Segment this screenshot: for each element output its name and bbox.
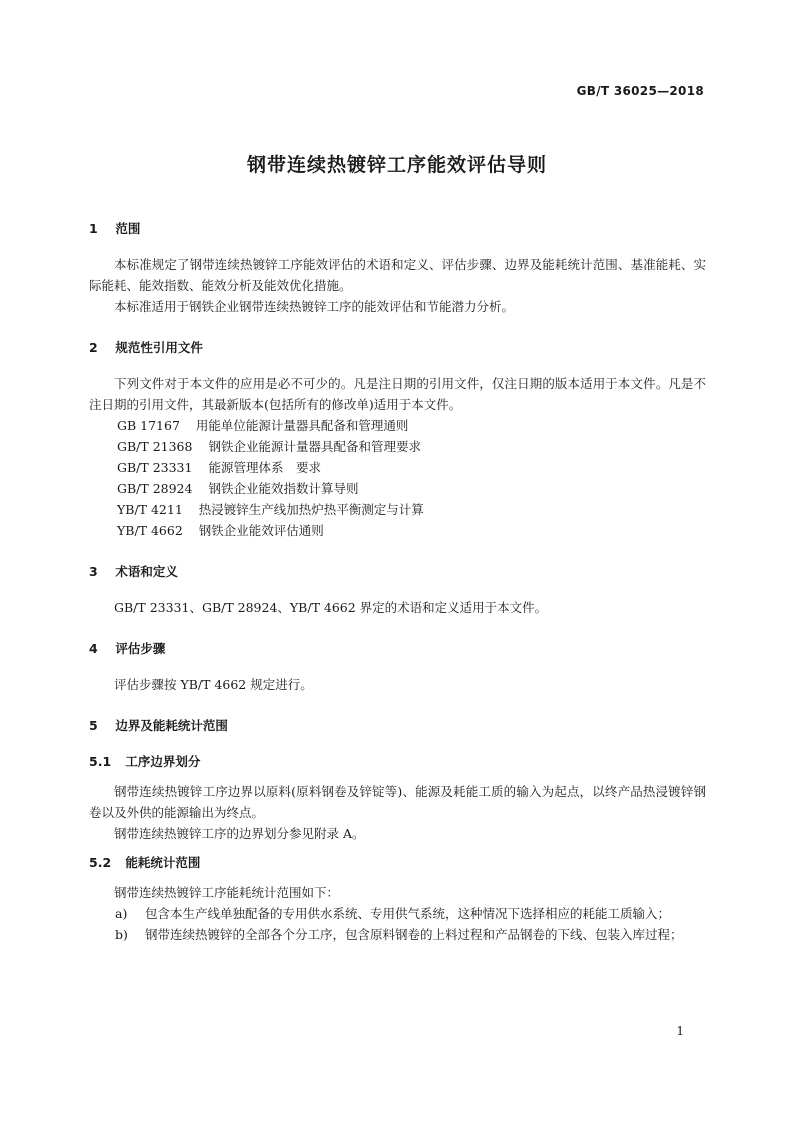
reference-title: 热浸镀锌生产线加热炉热平衡测定与计算 <box>198 502 424 517</box>
section-3-para: GB/T 23331、GB/T 28924、YB/T 4662 界定的术语和定义适用于本文件。 <box>114 600 548 615</box>
page-number: 1 <box>676 1024 684 1038</box>
reference-code: GB/T 28924 <box>117 481 193 496</box>
reference-code: GB 17167 <box>117 418 180 433</box>
section-number: 2 <box>89 340 98 355</box>
section-4-para: 评估步骤按 YB/T 4662 规定进行。 <box>114 677 313 692</box>
section-2-heading <box>89 337 706 359</box>
section-title: 评估步骤 <box>115 641 166 656</box>
section-5-heading <box>89 715 706 737</box>
subsection-5-1-para-1: 钢带连续热镀锌工序边界以原料(原料钢卷及锌锭等)、能源及耗能工质的输入为起点，以终产品热浸镀锌钢卷以及外供的能源输出为终点。 <box>89 784 706 820</box>
reference-code: YB/T 4211 <box>117 502 183 517</box>
section-1-heading <box>89 218 706 240</box>
section-number: 1 <box>89 221 98 236</box>
reference-title: 钢铁企业能效指数计算导则 <box>208 481 359 496</box>
reference-title: 钢铁企业能效评估通则 <box>198 523 324 538</box>
subsection-title: 工序边界划分 <box>125 754 201 769</box>
section-number: 3 <box>89 564 98 579</box>
list-marker: a) <box>115 906 128 921</box>
section-title: 术语和定义 <box>115 564 178 579</box>
subsection-5-1-para-2: 钢带连续热镀锌工序的边界划分参见附录 A。 <box>114 826 365 841</box>
reference-code: GB/T 21368 <box>117 439 193 454</box>
reference-title: 钢铁企业能源计量器具配备和管理要求 <box>208 439 421 454</box>
subsection-5-2-heading <box>89 852 706 874</box>
reference-code: GB/T 23331 <box>117 460 193 475</box>
reference-code: YB/T 4662 <box>117 523 183 538</box>
section-number: 5 <box>89 718 98 733</box>
subsection-number: 5.2 <box>89 855 112 870</box>
reference-item <box>117 415 706 436</box>
reference-item <box>117 520 706 541</box>
section-3-heading <box>89 561 706 583</box>
section-1-para-2: 本标准适用于钢铁企业钢带连续热镀锌工序的能效评估和节能潜力分析。 <box>114 299 515 314</box>
document-body <box>89 218 706 945</box>
reference-item <box>117 499 706 520</box>
section-title: 规范性引用文件 <box>115 340 203 355</box>
section-2-intro: 下列文件对于本文件的应用是必不可少的。凡是注日期的引用文件，仅注日期的版本适用于本文件。凡是不注日期的引用文件，其最新版本(包括所有的修改单)适用于本文件。 <box>89 376 706 412</box>
list-text: 包含本生产线单独配备的专用供水系统、专用供气系统，这种情况下选择相应的耗能工质输入； <box>145 906 671 921</box>
list-text: 钢带连续热镀锌的全部各个分工序，包含原料钢卷的上料过程和产品钢卷的下线、包装入库过程； <box>145 927 683 942</box>
section-number: 4 <box>89 641 98 656</box>
subsection-title: 能耗统计范围 <box>125 855 201 870</box>
reference-item <box>117 436 706 457</box>
section-4-heading <box>89 638 706 660</box>
list-item <box>89 924 706 945</box>
subsection-5-1-heading <box>89 751 706 773</box>
subsection-number: 5.1 <box>89 754 112 769</box>
subsection-5-2-intro: 钢带连续热镀锌工序能耗统计范围如下： <box>114 885 340 900</box>
list-marker: b) <box>115 927 128 942</box>
reference-title: 用能单位能源计量器具配备和管理通则 <box>195 418 409 433</box>
section-title: 范围 <box>115 221 141 236</box>
reference-item <box>117 457 706 478</box>
reference-item <box>117 478 706 499</box>
section-1-para-1: 本标准规定了钢带连续热镀锌工序能效评估的术语和定义、评估步骤、边界及能耗统计范围、基准能耗、实际能耗、能效指数、能效分析及能效优化措施。 <box>89 257 706 293</box>
section-title: 边界及能耗统计范围 <box>115 718 228 733</box>
standard-code: GB/T 36025—2018 <box>576 84 704 98</box>
list-item <box>89 903 706 924</box>
document-title: 钢带连续热镀锌工序能效评估导则 <box>246 154 547 176</box>
reference-title: 能源管理体系 要求 <box>208 460 321 475</box>
